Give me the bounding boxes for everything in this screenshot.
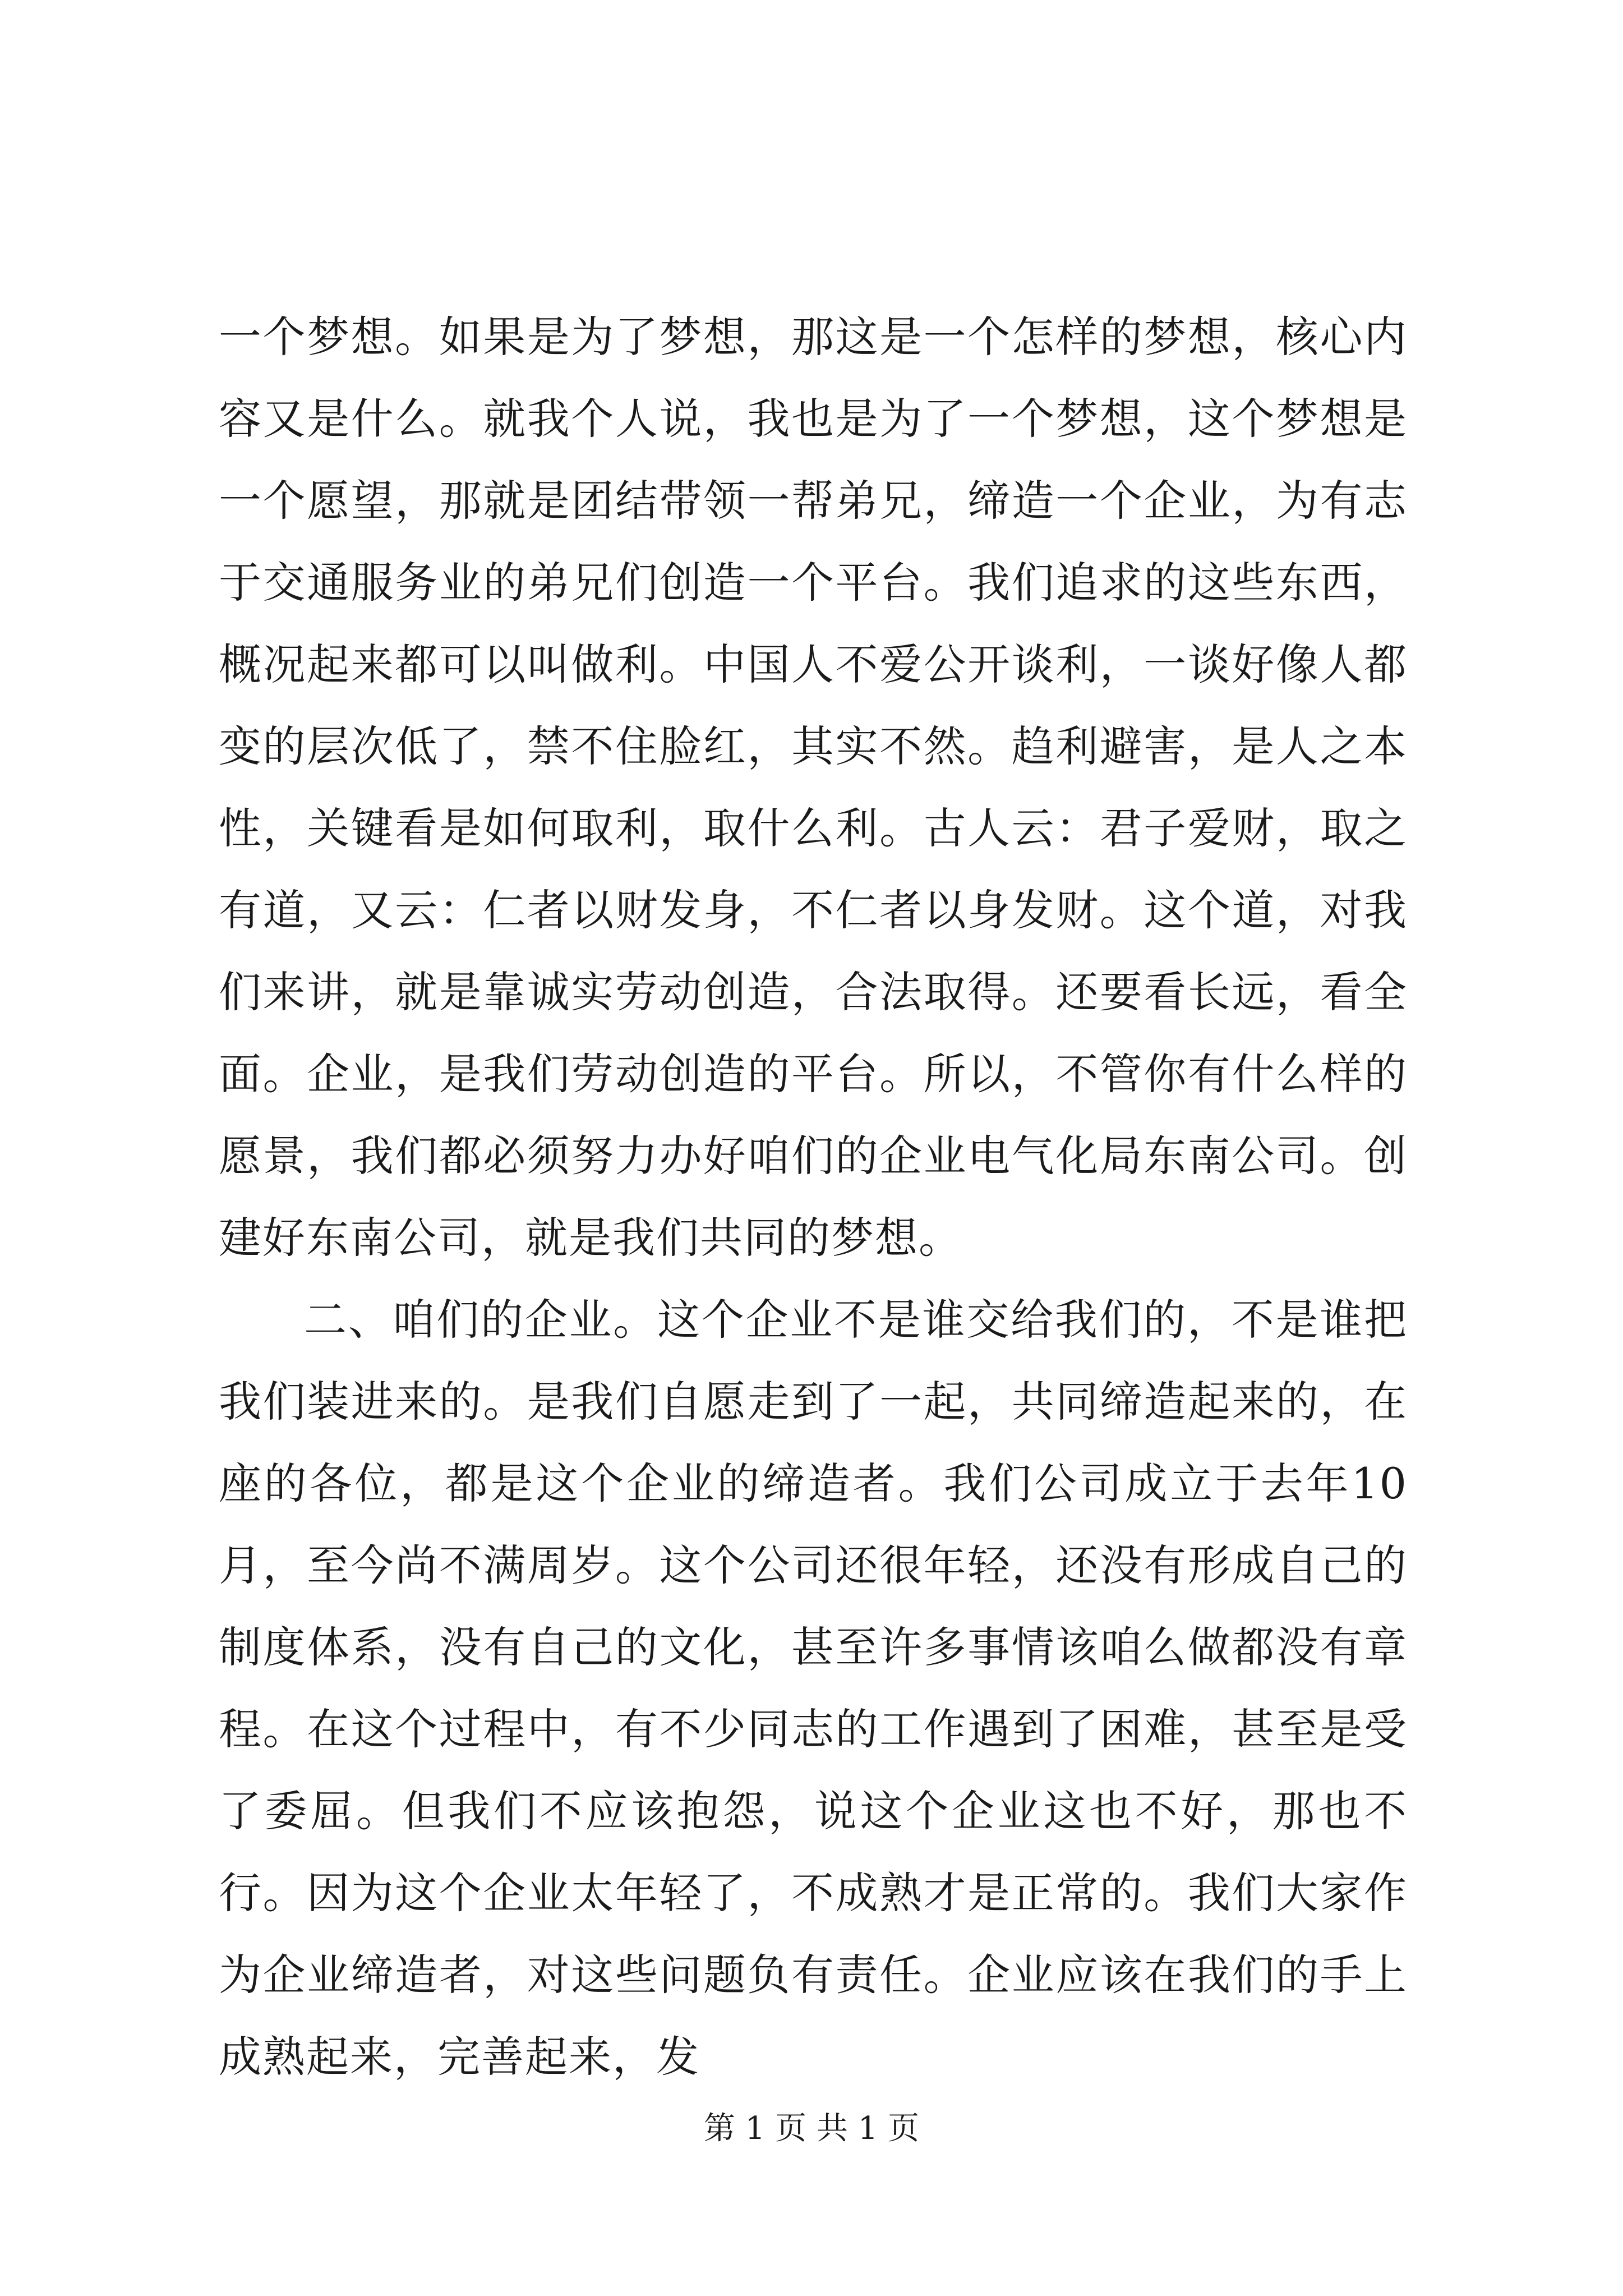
document-body (219, 296, 1408, 2098)
paragraph-continuation: 一个梦想。如果是为了梦想，那这是一个怎样的梦想，核心内容又是什么。就我个人说，我也是为了一个梦想，这个梦想是一个愿望，那就是团结带领一帮弟兄，缔造一个企业，为有志于交通服务业的弟兄们创造一个平台。我们追求的这些东西，概况起来都可以叫做利。中国人不爱公开谈利，一谈好像人都变的层次低了，禁不住脸红，其实不然。趋利避害，是人之本性，关键看是如何取利，取什么利。古人云：君子爱财，取之有道，又云：仁者以财发身，不仁者以身发财。这个道，对我们来讲，就是靠诚实劳动创造，合法取得。还要看长远，看全面。企业，是我们劳动创造的平台。所以，不管你有什么样的愿景，我们都必须努力办好咱们的企业电气化局东南公司。创建好东南公司，就是我们共同的梦想。 (219, 312, 1408, 1263)
page-number-footer: 第 1 页 共 1 页 (703, 2110, 920, 2147)
paragraph-section-two: 二、咱们的企业。这个企业不是谁交给我们的，不是谁把我们装进来的。是我们自愿走到了一起，共同缔造起来的，在座的各位，都是这个企业的缔造者。我们公司成立于去年10月，至今尚不满周岁。这个公司还很年轻，还没有形成自己的制度体系，没有自己的文化，甚至许多事情该咱么做都没有章程。在这个过程中，有不少同志的工作遇到了困难，甚至是受了委屈。但我们不应该抱怨，说这个企业这也不好，那也不行。因为这个企业太年轻了，不成熟才是正常的。我们大家作为企业缔造者，对这些问题负有责任。企业应该在我们的手上成熟起来，完善起来，发 (219, 1295, 1408, 2082)
